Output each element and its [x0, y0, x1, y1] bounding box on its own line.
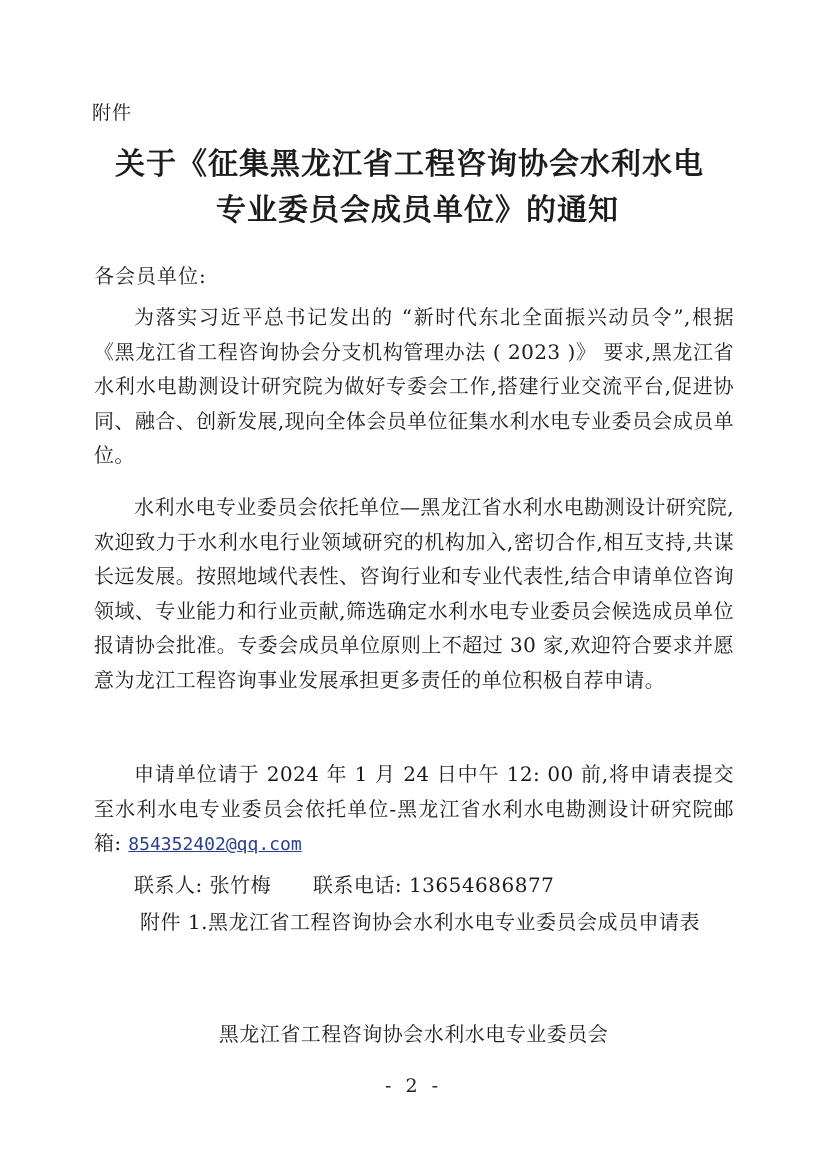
salutation: 各会员单位:: [94, 264, 207, 288]
issuer-signature: 黑龙江省工程咨询协会水利水电专业委员会: [218, 1022, 609, 1046]
attachment-item: 黑龙江省工程咨询协会水利水电专业委员会成员申请表: [208, 910, 700, 934]
contact-phone-label: 联系电话:: [312, 873, 403, 897]
notice-title-line-2: 专业委员会成员单位》的通知: [216, 193, 619, 228]
application-text: 申请单位请于 2024 年 1 月 24 日中午 12: 00 前,将申请表提交至水利水电专业委员会依托单位-黑龙江省水利水电勘测设计研究院邮箱:: [94, 762, 734, 855]
page-number: - 2 -: [384, 1075, 442, 1097]
body-paragraph-1: [94, 300, 734, 473]
attachment-number: 附件 1.: [140, 910, 208, 934]
paragraph-text: 水利水电专业委员会依托单位—黑龙江省水利水电勘测设计研究院,欢迎致力于水利水电行业领域研究的机构加入,密切合作,相互支持,共谋长远发展。按照地域代表性、咨询行业和专业代表性,结合申请单位咨询领域、专业能力和行业贡献,筛选确定水利水电专业委员会候选成员单位报请协会批准。专委会成员单位原则上不超过 30 家,欢迎符合要求并愿意为龙江工程咨询事业发展承担更多责任的单位积极自荐申请。: [94, 495, 734, 692]
attachment-list: [140, 905, 734, 940]
paragraph-text: 为落实习近平总书记发出的 “新时代东北全面振兴动员令”,根据《黑龙江省工程咨询协会分支机构管理办法 ( 2023 )》 要求,黑龙江省水利水电勘测设计研究院为做好专委会工作,搭建行业交流平台,促进协同、融合、创新发展,现向全体会员单位征集水利水电专业委员会成员单位。: [94, 305, 734, 467]
application-paragraph: [94, 757, 734, 863]
contact-phone: 13654686877: [408, 873, 555, 897]
body-paragraph-2: [94, 490, 734, 697]
email-link[interactable]: 854352402@qq.com: [128, 834, 302, 855]
contact-person-name: 张竹梅: [209, 873, 272, 897]
contact-person-label: 联系人:: [134, 873, 203, 897]
attachment-label: 附件: [92, 102, 133, 124]
notice-title-line-1: 关于《征集黑龙江省工程咨询协会水利水电: [115, 147, 704, 182]
contact-line: [134, 869, 554, 898]
application-text-wrapper: [94, 757, 734, 863]
